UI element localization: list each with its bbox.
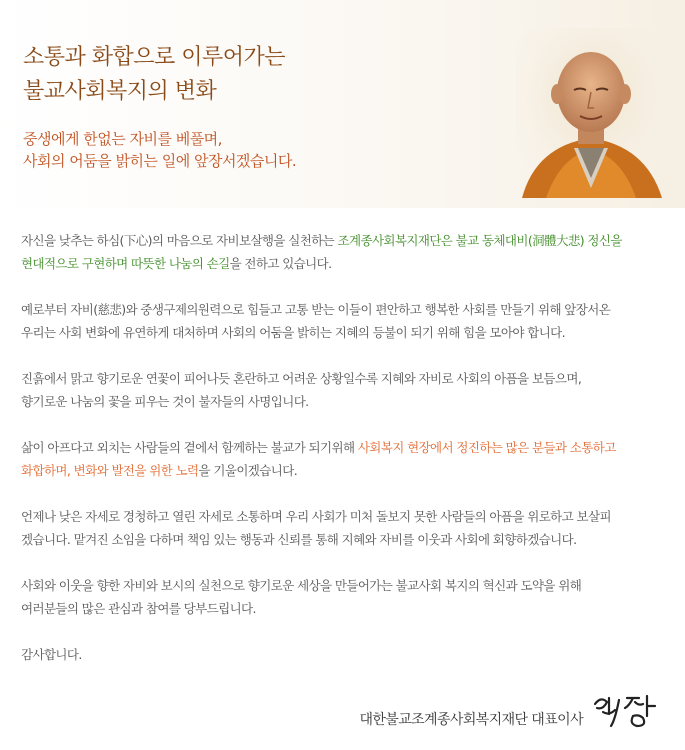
paragraph-5-line-2: 겠습니다. 맡겨진 소임을 다하며 책임 있는 행동과 신뢰를 통해 지혜와 자비를 이웃과 사회에 회향하겠습니다.: [21, 531, 577, 547]
title-line-2: 불교사회복지의 변화: [23, 79, 217, 104]
page-subtitle: [23, 128, 296, 172]
signature-title: 대한불교조계종사회복지재단 대표이사: [359, 712, 583, 728]
p4-highlight-a: 사회복지 현장에서 정진하는 많은 분들과 소통하고: [357, 440, 616, 455]
paragraph-4: [21, 437, 666, 482]
handwritten-signature: [589, 690, 661, 730]
paragraph-6: [21, 575, 666, 620]
paragraph-2: [21, 299, 666, 344]
subtitle-line-2: 사회의 어둠을 밝히는 일에 앞장서겠습니다.: [23, 152, 297, 170]
subtitle-line-1: 중생에게 한없는 자비를 베풀며,: [23, 130, 222, 148]
p4-highlight-b: 화합하며, 변화와 발전을 위한 노력: [21, 462, 199, 478]
paragraph-4-line-1: [21, 437, 666, 460]
paragraph-4-line-2: [21, 460, 666, 483]
paragraph-1-line-1: [21, 230, 666, 253]
p1-text-a: 자신을 낮추는 하심(下心)의 마음으로 자비보살행을 실천하는: [21, 233, 338, 248]
header-banner: [0, 0, 685, 208]
message-body: [21, 230, 666, 691]
title-line-1: 소통과 화합으로 이루어가는: [23, 45, 286, 70]
paragraph-6-line-1: 사회와 이웃을 향한 자비와 보시의 실천으로 향기로운 세상을 만들어가는 불교사회 복지의 혁신과 도약을 위해: [21, 578, 582, 593]
paragraph-2-line-1: 예로부터 자비(慈悲)와 중생구제의원력으로 힘들고 고통 받는 이들이 편안하고 행복한 사회를 만들기 위해 앞장서온: [21, 302, 611, 317]
p4-text-a: 삶이 아프다고 외치는 사람들의 곁에서 함께하는 불교가 되기위해: [21, 440, 358, 455]
paragraph-1-line-2: [21, 253, 666, 276]
paragraph-7: [21, 644, 666, 667]
paragraph-6-line-2: 여러분들의 많은 관심과 참여를 당부드립니다.: [21, 600, 256, 616]
p1-highlight-b: 현대적으로 구현하며 따뜻한 나눔의 손길: [21, 255, 230, 271]
paragraph-3-line-2: 향기로운 나눔의 꽃을 피우는 것이 불자들의 사명입니다.: [21, 393, 309, 409]
closing-line: 감사합니다.: [21, 647, 82, 662]
paragraph-1: [21, 230, 666, 275]
page-title: [23, 41, 285, 109]
paragraph-3: [21, 368, 666, 413]
paragraph-2-line-2: 우리는 사회 변화에 유연하게 대처하며 사회의 어둠을 밝히는 지혜의 등불이 되기 위해 힘을 모아야 합니다.: [21, 324, 566, 340]
paragraph-5: [21, 506, 666, 551]
paragraph-5-line-1: 언제나 낮은 자세로 경청하고 열린 자세로 소통하며 우리 사회가 미처 돌보지 못한 사람들의 아픔을 위로하고 보살피: [21, 509, 611, 524]
paragraph-3-line-1: 진흙에서 맑고 향기로운 연꽃이 피어나듯 혼란하고 어려운 상황일수록 지혜와 자비로 사회의 아픔을 보듬으며,: [21, 371, 582, 386]
p4-text-b: 을 기울이겠습니다.: [198, 462, 298, 478]
signature-block: [359, 690, 661, 730]
p1-text-b: 을 전하고 있습니다.: [229, 255, 332, 271]
portrait-image: [516, 28, 666, 198]
p1-highlight-a: 조계종사회복지재단은 불교 동체대비(洞體大悲) 정신을: [337, 233, 622, 248]
